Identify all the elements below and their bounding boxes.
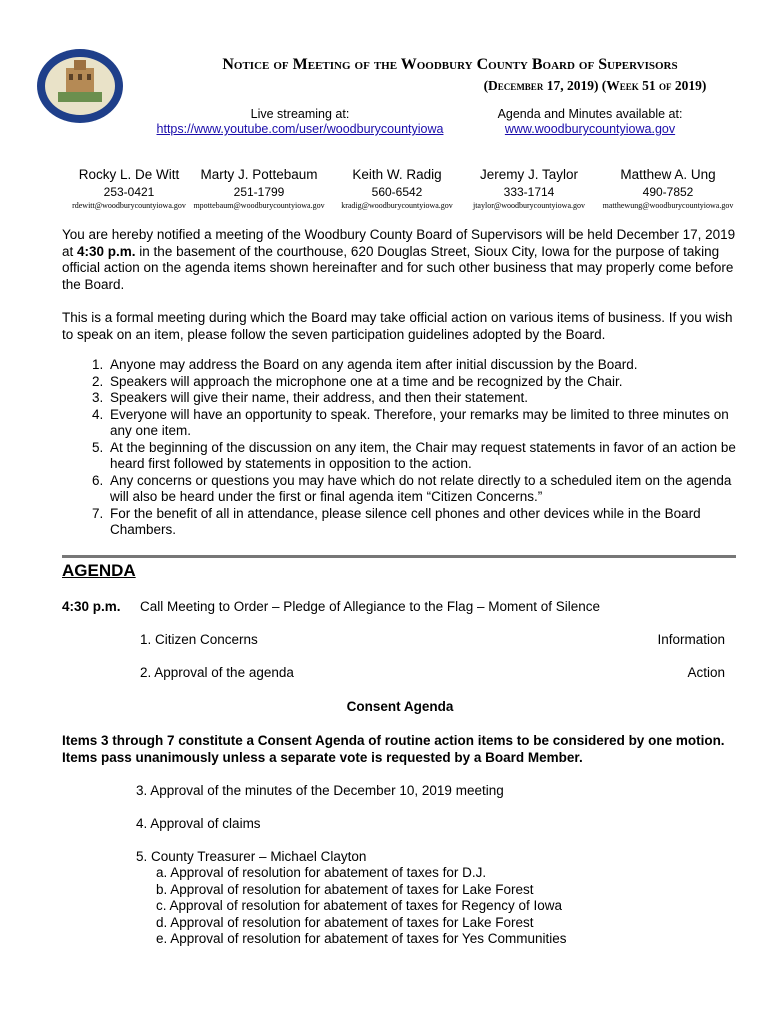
member-name: Matthew A. Ung [620, 167, 716, 182]
member-taylor [462, 167, 596, 210]
agenda-item-4: 4. Approval of claims [136, 816, 261, 831]
guideline-item: 2. Speakers will approach the microphone one at a time and be recognized by the Chair. [107, 374, 738, 391]
agenda-minutes-label: Agenda and Minutes available at: [497, 107, 683, 121]
guideline-item: 4. Everyone will have an opportunity to speak. Therefore, your remarks may be limited to three minutes on any one item. [107, 407, 738, 440]
guideline-item: 6. Any concerns or questions you may have which do not relate directly to a scheduled item on the agenda will also be heard under the first or final agenda item “Citizen Concerns.” [107, 473, 738, 506]
notice-paragraph: You are hereby notified a meeting of the Woodbury County Board of Supervisors will be held December 17, 2019 at 4:30 p.m. in the basement of the courthouse, 620 Douglas Street, Sioux City, Iowa for the purpose of taking official action on the agenda items shown hereinafter and for such other business that may properly come before the Board. [62, 227, 736, 292]
streaming-link[interactable]: https://www.youtube.com/user/woodburycountyiowa [156, 122, 444, 136]
agenda-item-2-type: Action [687, 665, 725, 680]
member-name: Marty J. Pottebaum [200, 167, 318, 182]
sub-item: a. Approval of resolution for abatement of taxes for D.J. [156, 865, 487, 880]
member-email[interactable]: matthewung@woodburycountyiowa.gov [602, 201, 734, 210]
guidelines-intro: This is a formal meeting during which the Board may take official action on various items of business. If you wish to speak on an item, please follow the seven participation guidelines adopted by the Board. [62, 310, 733, 342]
notice-title: Notice of Meeting of the Woodbury County Board of Supervisors [222, 56, 678, 73]
member-phone: 490-7852 [642, 185, 694, 199]
member-name: Rocky L. De Witt [78, 167, 180, 182]
county-seal-logo [36, 48, 124, 124]
notice-date-subtitle: (December 17, 2019) (Week 51 of 2019) [483, 78, 707, 93]
agenda-item-5-subitems [156, 865, 736, 948]
agenda-item-1: 1. Citizen Concerns [140, 632, 258, 647]
member-radig [330, 167, 464, 210]
sub-item: d. Approval of resolution for abatement of taxes for Lake Forest [156, 914, 534, 930]
agenda-minutes-link[interactable]: www.woodburycountyiowa.gov [504, 122, 676, 136]
opening-time: 4:30 p.m. [62, 599, 121, 614]
member-phone: 560-6542 [371, 185, 423, 199]
consent-agenda-note: Items 3 through 7 constitute a Consent Agenda of routine action items to be considered by one motion. Items pass unanimously unless a separate vote is requested by a Board Member. [62, 733, 725, 765]
agenda-item-5: 5. County Treasurer – Michael Clayton [136, 849, 367, 864]
member-pottebaum [192, 167, 326, 210]
member-de-witt [62, 167, 196, 210]
consent-agenda-heading: Consent Agenda [346, 699, 454, 714]
member-email[interactable]: mpottebaum@woodburycountyiowa.gov [193, 201, 325, 210]
member-name: Keith W. Radig [352, 167, 442, 182]
section-divider [62, 555, 736, 558]
guideline-item: 5. At the beginning of the discussion on any item, the Chair may request statements in favor of an action be heard first followed by statements in opposition to the action. [107, 440, 738, 473]
streaming-label: Live streaming at: [250, 107, 350, 121]
guideline-item: 7. For the benefit of all in attendance, please silence cell phones and other devices while in the Board Chambers. [107, 506, 738, 539]
guideline-item: 3. Speakers will give their name, their address, and then their statement. [107, 390, 738, 407]
sub-item: e. Approval of resolution for abatement of taxes for Yes Communities [156, 931, 567, 946]
member-phone: 333-1714 [503, 185, 555, 199]
guideline-item: 1. Anyone may address the Board on any agenda item after initial discussion by the Board. [107, 357, 738, 374]
member-ung [598, 167, 738, 210]
member-email[interactable]: kradig@woodburycountyiowa.gov [341, 201, 453, 210]
opening-item: Call Meeting to Order – Pledge of Allegiance to the Flag – Moment of Silence [140, 599, 601, 614]
sub-item: b. Approval of resolution for abatement of taxes for Lake Forest [156, 881, 534, 897]
agenda-item-3: 3. Approval of the minutes of the December 10, 2019 meeting [136, 783, 504, 798]
agenda-item-1-type: Information [657, 632, 725, 647]
member-email[interactable]: rdewitt@woodburycountyiowa.gov [72, 201, 186, 210]
sub-item: c. Approval of resolution for abatement of taxes for Regency of Iowa [156, 898, 562, 913]
member-phone: 253-0421 [103, 185, 155, 199]
agenda-item-2: 2. Approval of the agenda [140, 665, 294, 680]
agenda-heading: AGENDA [62, 561, 136, 580]
member-phone: 251-1799 [233, 185, 285, 199]
participation-guidelines [62, 357, 738, 539]
meeting-time: 4:30 p.m. [77, 243, 136, 259]
member-email[interactable]: jtaylor@woodburycountyiowa.gov [472, 201, 585, 210]
member-name: Jeremy J. Taylor [479, 167, 579, 182]
